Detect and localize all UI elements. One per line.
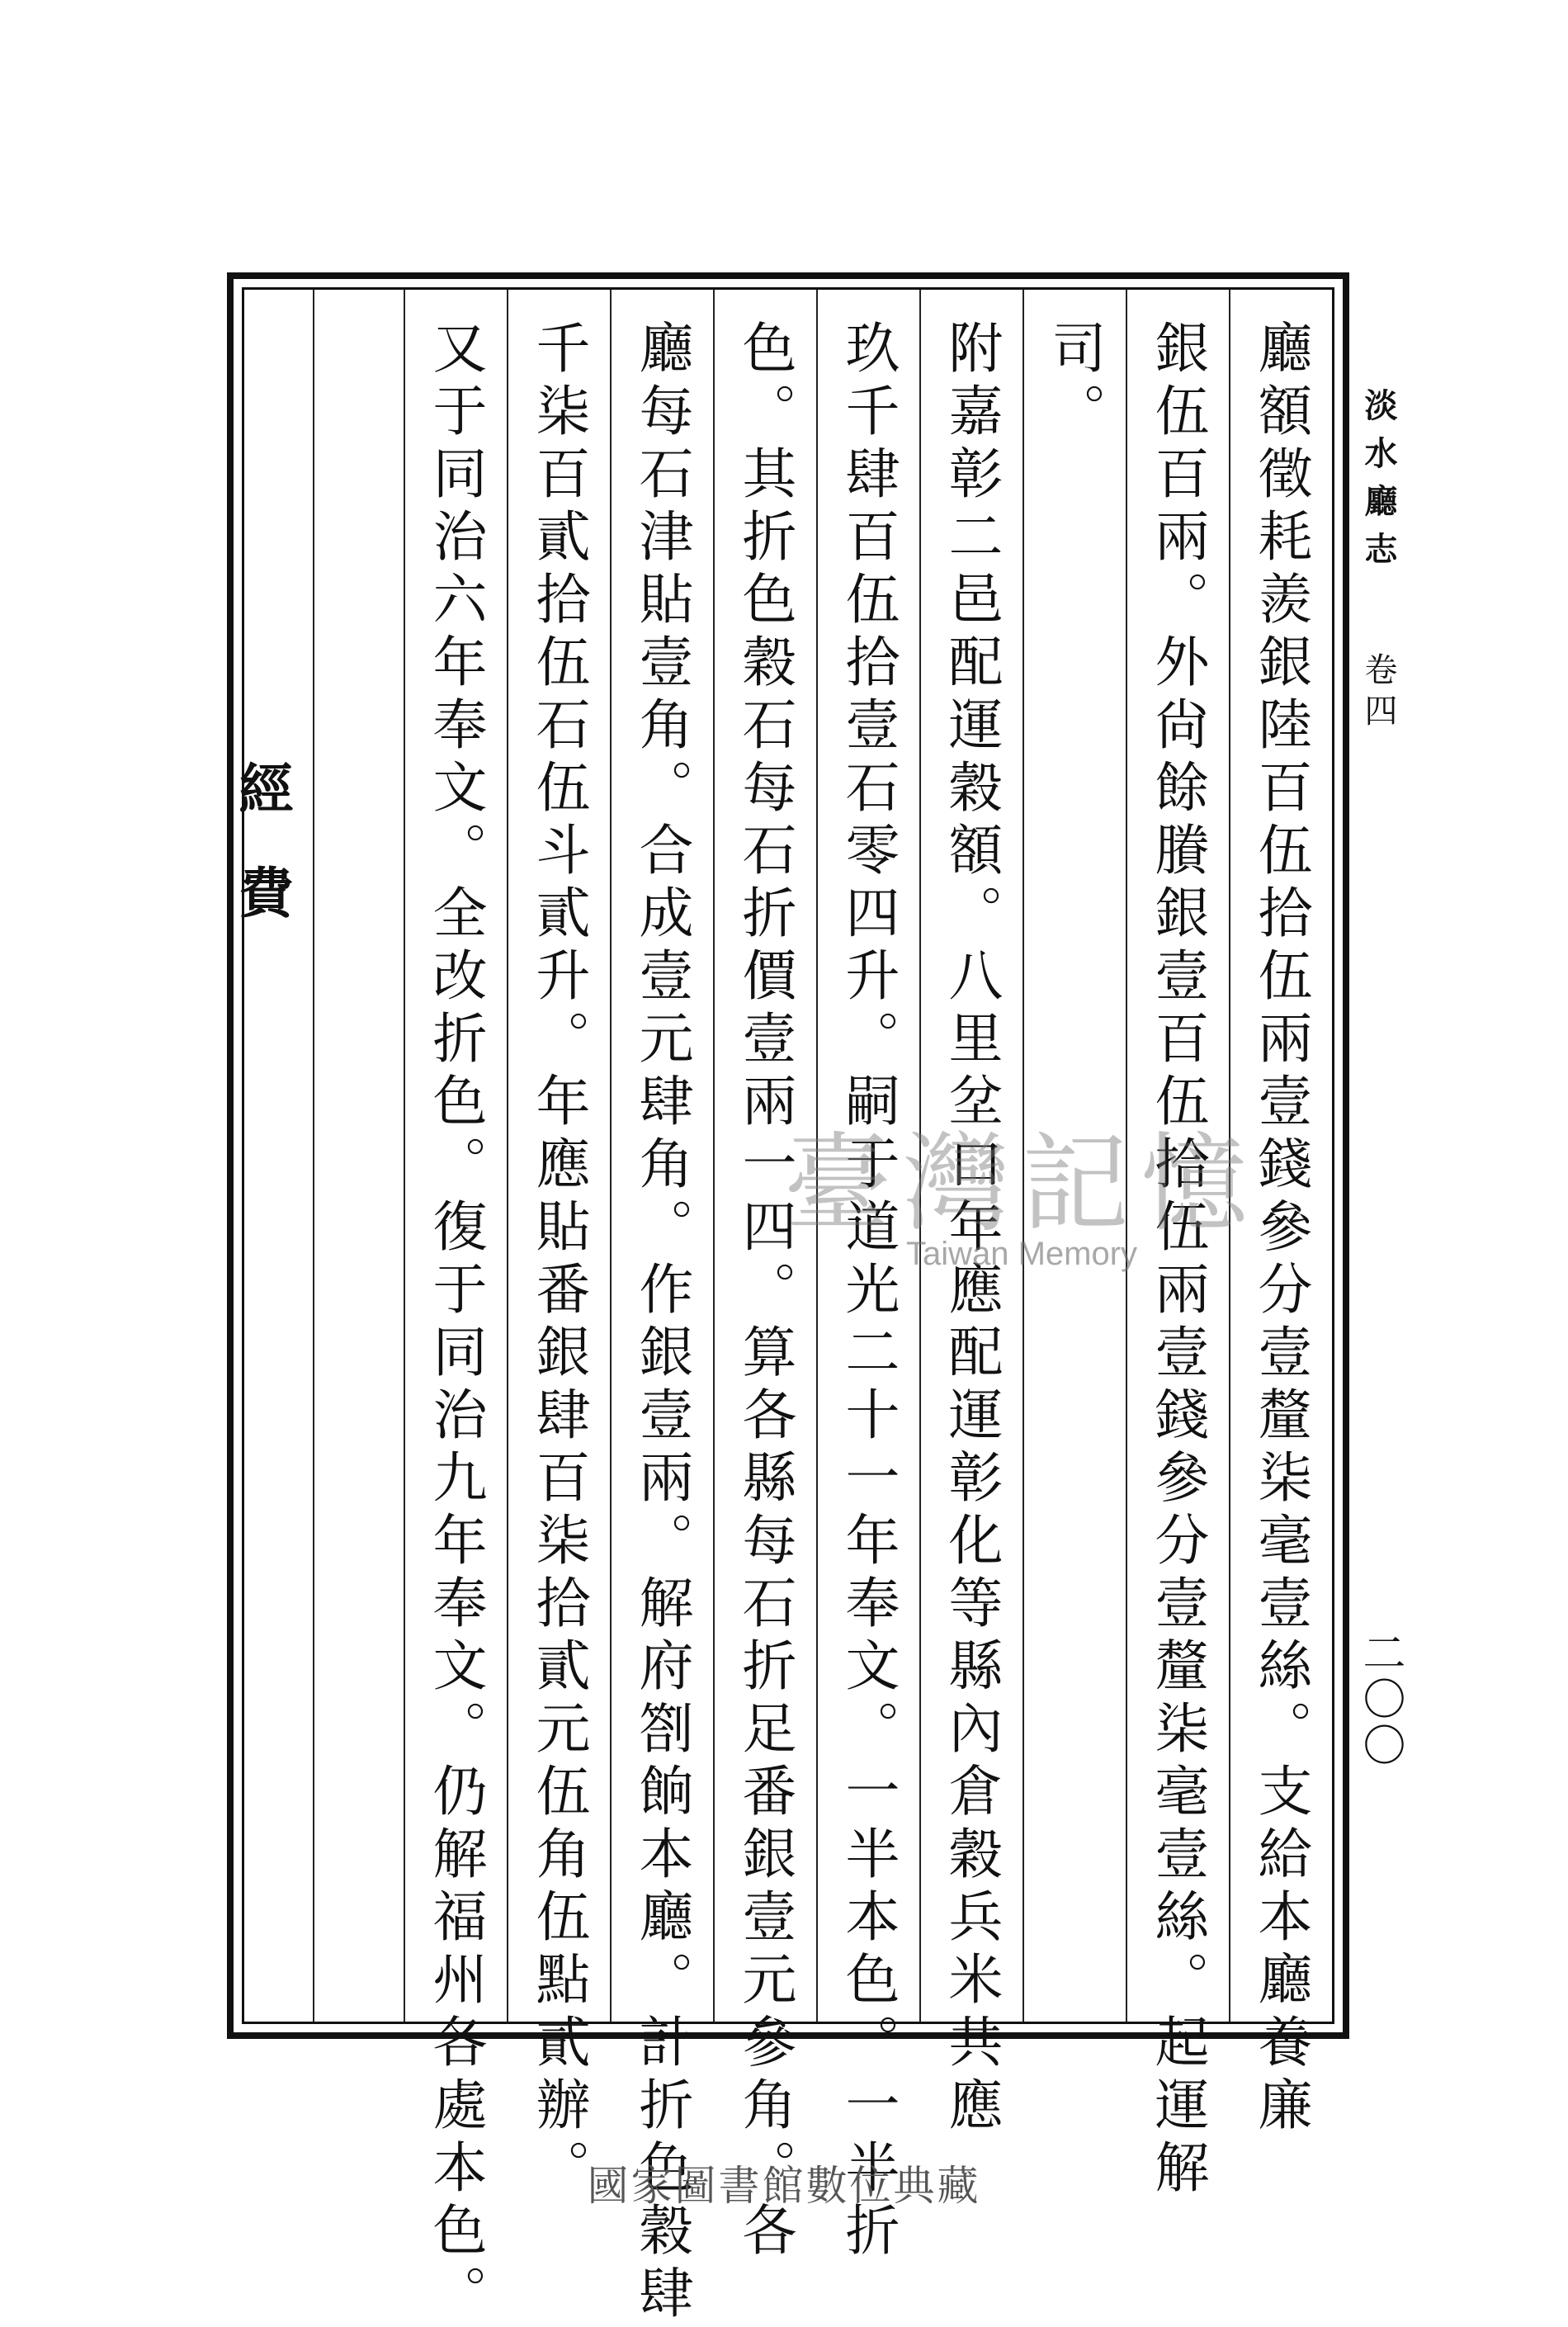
book-title: 淡水廳志 <box>1359 388 1398 579</box>
heading-column <box>230 290 313 2022</box>
watermark-chinese: 臺灣記憶 <box>784 1121 1260 1246</box>
column-text: 廳每石津貼壹角。合成壹元肆角。作銀壹兩。解府劄餉本廳。計折色穀肆 <box>630 319 693 2327</box>
watermark-english: Taiwan Memory <box>905 1236 1138 1272</box>
volume-label: 卷四 <box>1359 652 1397 735</box>
page-number: 二〇〇 <box>1355 1630 1405 1769</box>
column-text: 玖千肆百伍拾壹石零四升。嗣于道光二十一年奉文。一半本色。一半折 <box>836 319 900 2264</box>
column-text: 廳額徵耗羨銀陸百伍拾伍兩壹錢參分壹釐柒毫壹絲。支給本廳養廉 <box>1249 319 1312 2139</box>
watermark <box>784 1098 1259 1273</box>
section-heading: 經費 <box>229 760 294 968</box>
text-column-9 <box>404 290 507 2327</box>
column-text: 司。 <box>1042 319 1106 445</box>
text-column-10 <box>313 290 404 2022</box>
column-text: 又于同治六年奉文。全改折色。復于同治九年奉文。仍解福州各處本色。 <box>423 319 487 2327</box>
library-footer: 國家圖書館數位典藏 <box>587 2162 981 2210</box>
text-column-8 <box>507 290 610 2202</box>
column-text: 色。其折色穀石每石折價壹兩一四。算各縣每石折足番銀壹元參角。各 <box>733 319 796 2264</box>
column-text: 銀伍百兩。外尙餘賸銀壹百伍拾伍兩壹錢參分壹釐柒毫壹絲。起運解 <box>1145 319 1209 2202</box>
column-text: 附嘉彰二邑配運穀額。八里坌口年應配運彰化等縣內倉穀兵米共應 <box>939 319 1003 2139</box>
text-column-7 <box>610 290 713 2327</box>
column-text: 千柒百貳拾伍石伍斗貳升。年應貼番銀肆百柒拾貳元伍角伍點貳辦。 <box>527 319 590 2202</box>
